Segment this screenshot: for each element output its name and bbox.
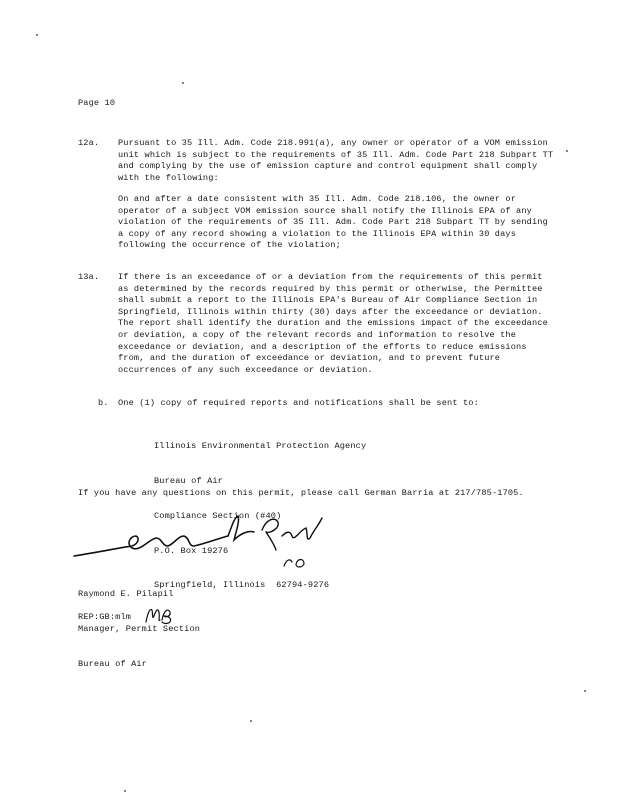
scan-speck xyxy=(566,150,568,152)
signer-block xyxy=(78,566,338,694)
page-number: Page 10 xyxy=(78,98,116,108)
scan-speck xyxy=(124,790,126,792)
condition-12a-paragraph: Pursuant to 35 Ill. Adm. Code 218.991(a), any owner or operator of a VOM emission unit which is subject to the requirements of 35 Ill. Adm. Code Part 218 Subpart TT and complying by the use of emission capture and control equipment shall comply with the following: xyxy=(118,138,559,183)
condition-12a-subparagraph: On and after a date consistent with 35 Ill. Adm. Code 218.106, the owner or operator of a subject VOM emission source shall notify the Illinois EPA of any violation of the requirements of 35 Ill. Adm. Code Part 218 Subpart TT by sending a copy of any record showing a violation to the Illinois EPA within 30 days following the occurrence of the violation; xyxy=(118,194,554,251)
signer-bureau: Bureau of Air xyxy=(78,658,147,669)
condition-12a-number: 12a. xyxy=(78,138,100,148)
scan-speck xyxy=(584,690,586,692)
condition-13b-paragraph: One (1) copy of required reports and notifications shall be sent to: xyxy=(118,398,479,408)
scan-speck xyxy=(250,720,252,722)
reference-initials: REP:GB:mlm xyxy=(78,612,132,622)
condition-13a-number: 13a. xyxy=(78,272,100,282)
handwritten-initials xyxy=(144,604,176,626)
signer-name: Raymond E. Pilapil xyxy=(78,589,174,600)
contact-sentence: If you have any questions on this permit, please call German Barria at 217/785-1705. xyxy=(78,488,524,498)
condition-13a-paragraph: If there is an exceedance of or a deviation from the requirements of this permit as determined by the records required by this permit or otherwise, the Permittee shall submit a report to the Illinois EPA's Bureau of Air Compliance Section in Springfield, Illinois within thirty (30) days after the exceedance or deviation. The report shall identify the duration and the emissions impact of the exceedance or deviation, a copy of the relevant records and information to resolve the exceedance or deviation, and a description of the efforts to reduce emissions from, and the duration of exceedance or deviation, and to prevent future occurrences of any such exceedance or deviation. xyxy=(118,272,554,375)
address-line: Illinois Environmental Protection Agency xyxy=(154,441,367,452)
scan-speck xyxy=(182,82,184,84)
signer-title: Manager, Permit Section xyxy=(78,623,201,634)
address-line: Springfield, Illinois 62794-9276 xyxy=(154,580,330,591)
scan-speck xyxy=(36,34,38,36)
address-line: Compliance Section (#40) xyxy=(154,510,282,521)
address-line: P.O. Box 19276 xyxy=(154,545,229,556)
address-line: Bureau of Air xyxy=(154,475,223,486)
condition-13b-number: b. xyxy=(98,398,109,408)
